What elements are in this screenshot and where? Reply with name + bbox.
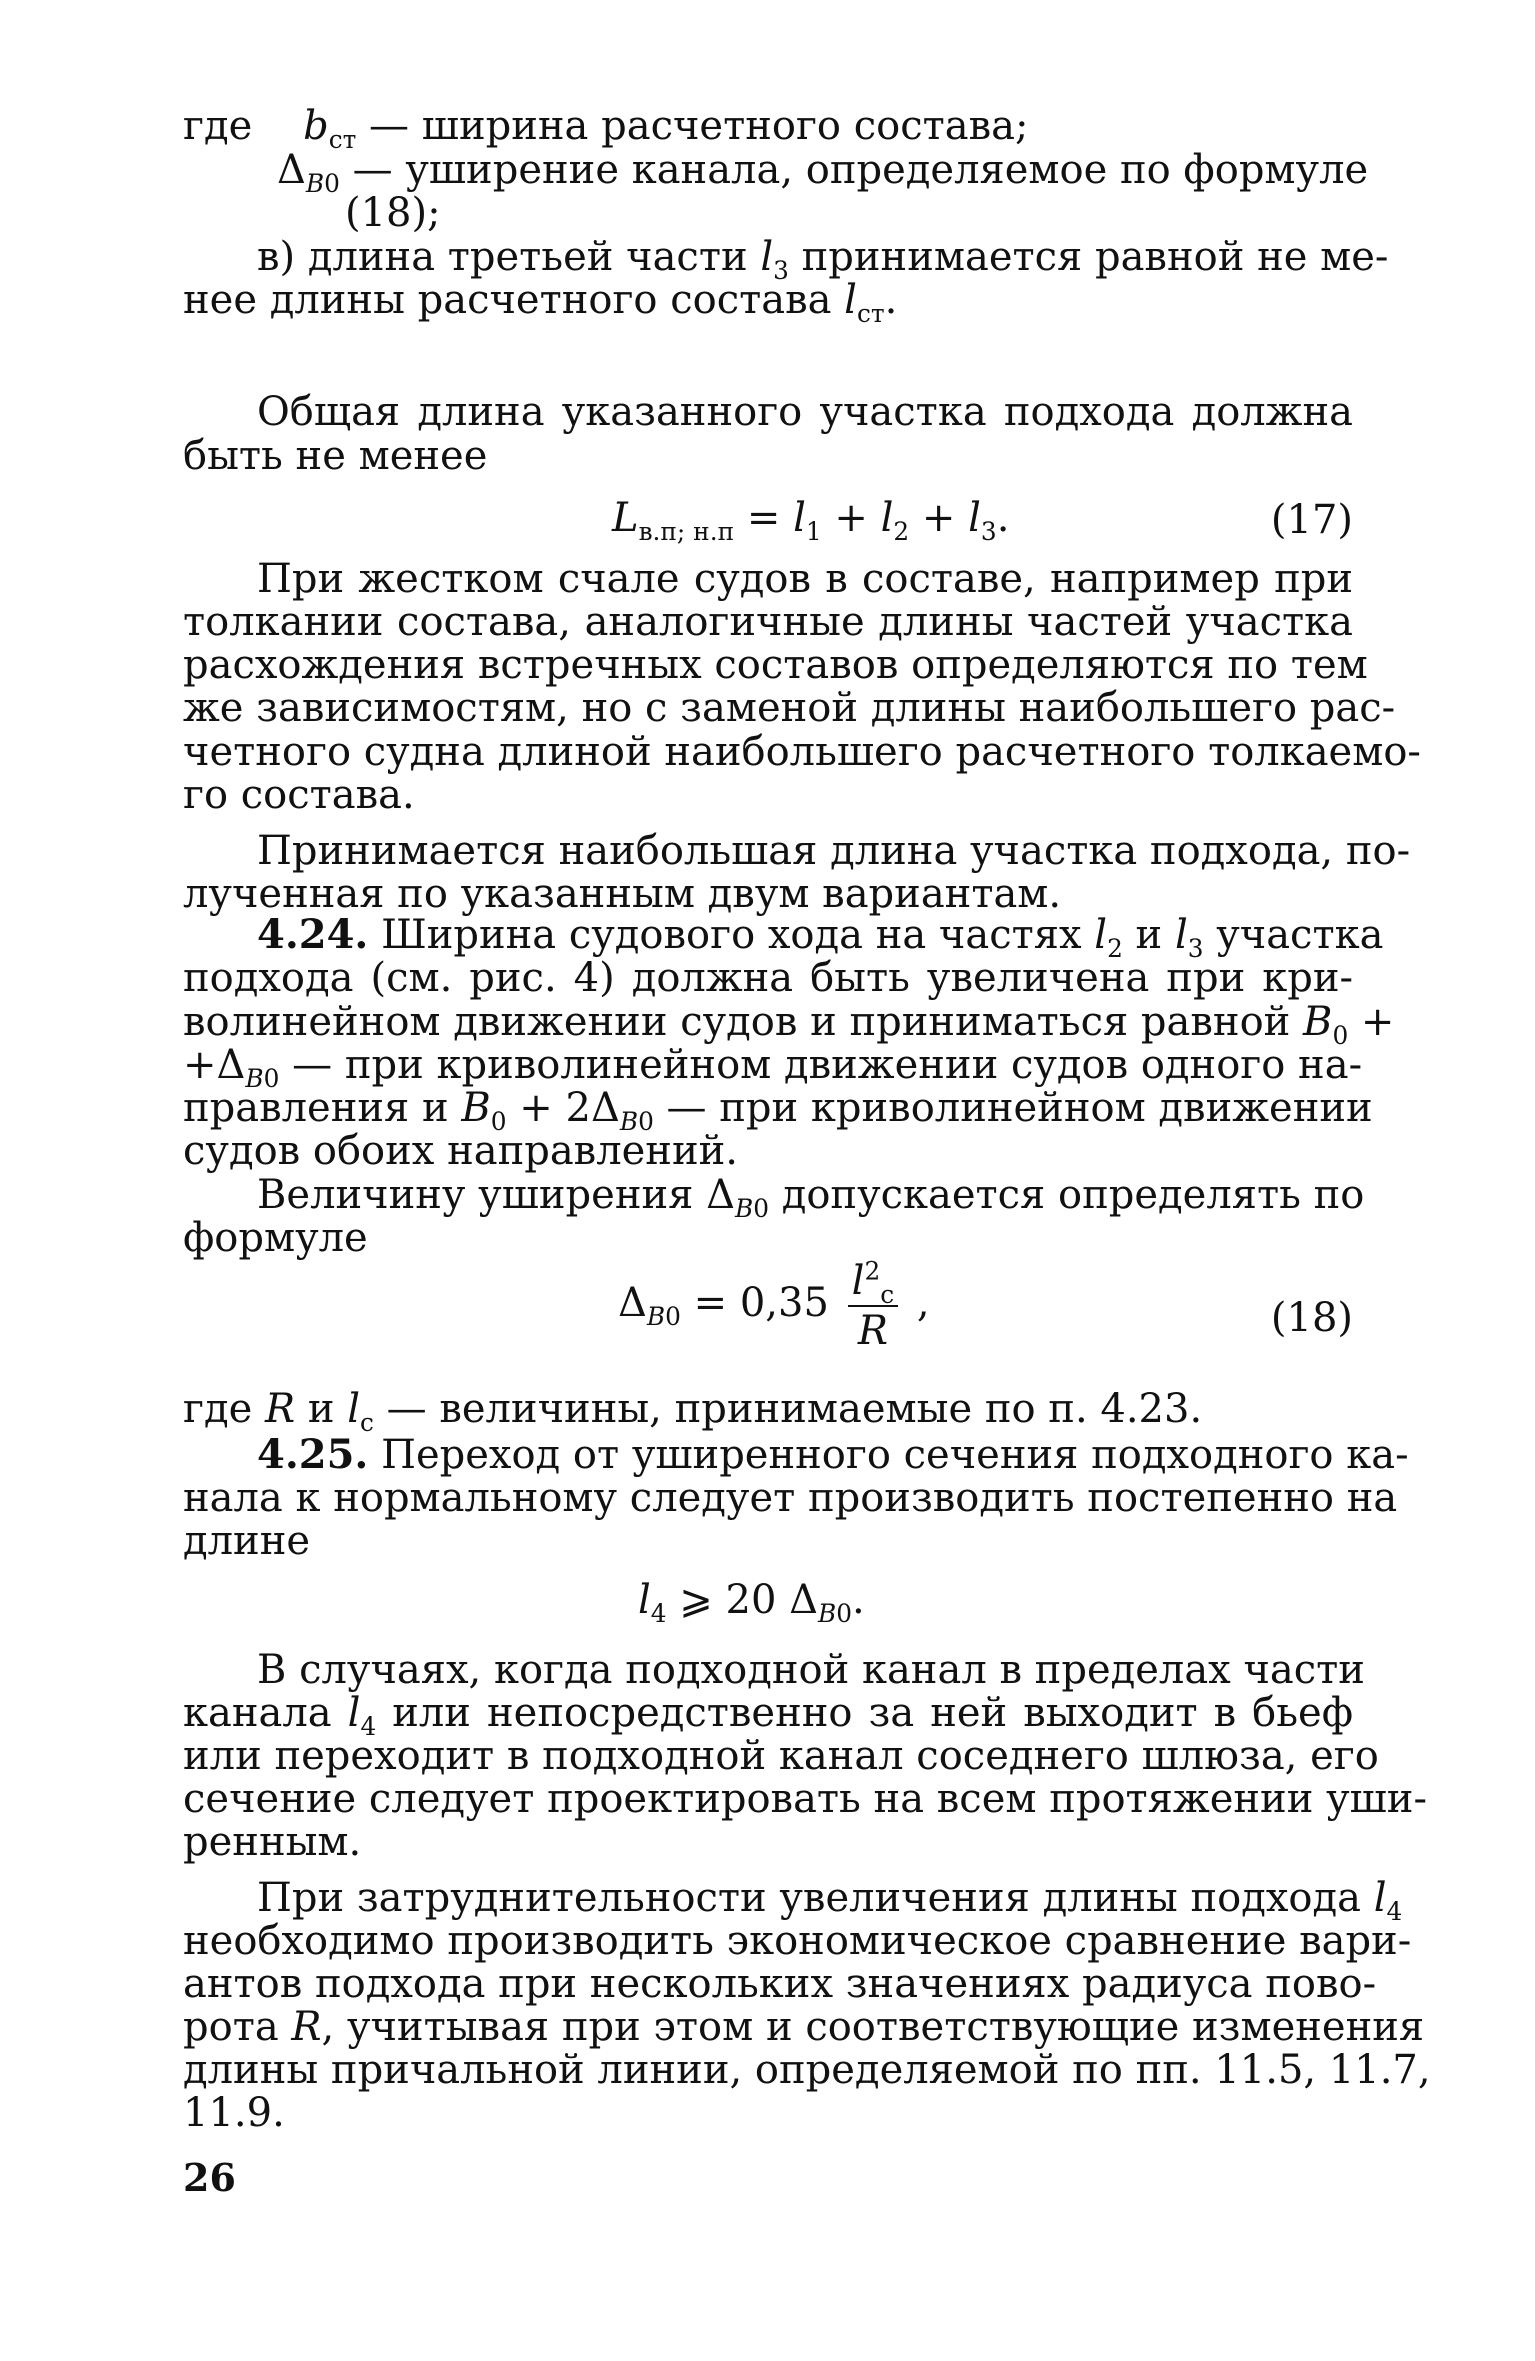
equation-17: $L_{в.п; н.п} = l_1 + l_2 + l_3$.: [612, 495, 1010, 546]
text-line: $+\Delta_{B0}$ — при криволинейном движении судов одного на-: [183, 1042, 1363, 1093]
text-line: ренным.: [183, 1819, 362, 1865]
text-line: расхождения встречных составов определяются по тем: [183, 642, 1368, 688]
text-line: формуле: [183, 1215, 368, 1261]
equation-number: (18): [1270, 1295, 1353, 1341]
text-line: четного судна длиной наибольшего расчетного толкаемо-: [183, 729, 1421, 775]
text-line: 4.24. Ширина судового хода на частях $l_2$ и $l_3$ участка: [257, 911, 1384, 963]
text-line: 4.25. Переход от уширенного сечения подходного ка-: [257, 1431, 1409, 1478]
text-line: Принимается наибольшая длина участка подхода, по-: [257, 828, 1411, 874]
text-line: где R и $l_с$ — величины, принимаемые по п. 4.23.: [183, 1386, 1203, 1437]
text-line: В случаях, когда подходной канал в пределах части: [257, 1647, 1365, 1693]
text-line: подхода (см. рис. 4) должна быть увеличена при кри-: [183, 955, 1353, 1001]
text-line: длины причальной линии, определяемой по пп. 11.5, 11.7,: [183, 2047, 1431, 2093]
equation-l4: $l_4$ ⩾ 20 $\Delta_{B0}$.: [638, 1577, 865, 1628]
text-line: лученная по указанным двум вариантам.: [183, 871, 1062, 917]
text-line: Величину уширения $\Delta_{B0}$ допускается определять по: [257, 1172, 1365, 1223]
text-line: 11.9.: [183, 2090, 285, 2136]
text-line: (18);: [345, 190, 441, 236]
text-line: $\Delta_{B0}$ — уширение канала, определяемое по формуле: [277, 147, 1369, 198]
text-line: канала $l_4$ или непосредственно за ней выходит в бьеф: [183, 1690, 1354, 1741]
text-line: рота R, учитывая при этом и соответствующие изменения: [183, 2004, 1425, 2050]
text-line: сечение следует проектировать на всем протяжении уши-: [183, 1776, 1427, 1822]
text-line: го состава.: [183, 772, 415, 818]
text-line: где $b_{ст}$ — ширина расчетного состава;: [183, 103, 1029, 154]
fraction: $\frac{l^2_с}{R}$: [848, 1257, 898, 1355]
text-line: же зависимостям, но с заменой длины наибольшего рас-: [183, 685, 1396, 731]
text-line: быть не менее: [183, 433, 488, 479]
text-line: толкании состава, аналогичные длины частей участка: [183, 599, 1353, 645]
equation-18: $\Delta_{B0} = 0,35$ $\frac{l^2_с}{R}$ ,: [618, 1256, 930, 1354]
text-line: правления и $B_0 + 2\Delta_{B0}$ — при криволинейном движении: [183, 1085, 1373, 1136]
text-line: в) длина третьей части $l_3$ принимается равной не ме-: [257, 234, 1389, 285]
text-line: судов обоих направлений.: [183, 1128, 738, 1174]
text-line: При жестком счале судов в составе, например при: [257, 556, 1353, 602]
text-line: волинейном движении судов и приниматься равной $B_0$ +: [183, 999, 1395, 1050]
text-line: нее длины расчетного состава $l_{ст}$.: [183, 277, 898, 328]
text-line: При затруднительности увеличения длины подхода $l_4$: [257, 1875, 1403, 1926]
text-line: антов подхода при нескольких значениях радиуса пово-: [183, 1961, 1377, 2007]
text-line: длине: [183, 1518, 311, 1564]
page-number: 26: [183, 2155, 236, 2200]
text-line: нала к нормальному следует производить постепенно на: [183, 1475, 1398, 1521]
text-line: необходимо производить экономическое сравнение вари-: [183, 1918, 1412, 1964]
text-line: Общая длина указанного участка подхода должна: [257, 389, 1353, 435]
text-line: или переходит в подходной канал соседнего шлюза, его: [183, 1733, 1379, 1779]
equation-number: (17): [1270, 497, 1353, 543]
